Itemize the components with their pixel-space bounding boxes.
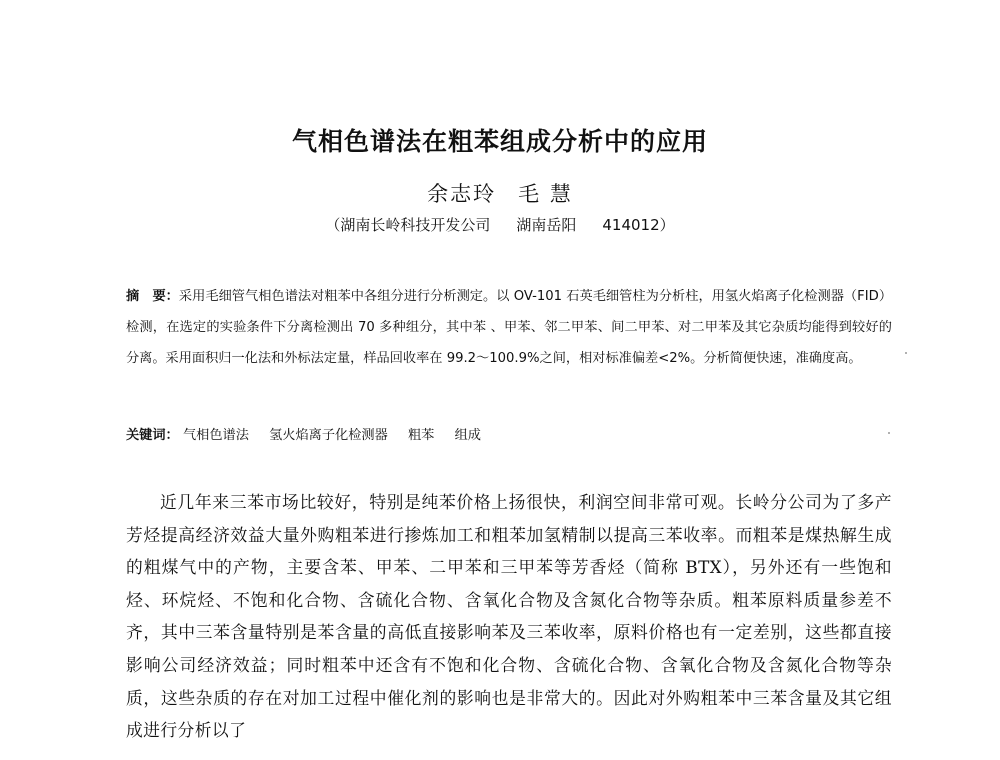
scan-speck [905, 352, 907, 354]
keywords-block [126, 424, 892, 448]
keywords-label: 关键词： [126, 428, 179, 443]
keyword-4: 组成 [454, 428, 481, 443]
keyword-1: 气相色谱法 [182, 428, 249, 443]
keyword-3: 粗苯 [407, 428, 435, 443]
affiliation-postcode: 414012） [602, 216, 675, 234]
scan-speck [888, 432, 890, 434]
affiliation-org: （湖南长岭科技开发公司 [325, 216, 491, 234]
authors-line [0, 178, 1000, 208]
abstract-text: 采用毛细管气相色谱法对粗苯中各组分进行分析测定。以 OV-101 石英毛细管柱为分析柱，用氢火焰离子化检测器（FID）检测，在选定的实验条件下分离检测出 70 多种组分，其中苯 、甲苯、邻二甲苯、间二甲苯、对二甲苯及其它杂质均能得到较好的分离。采用面积归一化法和外标法定量，样品回收率在 99.2～100.9%之间，相对标准偏差<2%。分析简便快速，准确度高。 [126, 289, 893, 366]
author-1: 余志玲 [427, 182, 497, 206]
abstract-block [126, 281, 892, 374]
keyword-2: 氢火焰离子化检测器 [269, 428, 388, 443]
author-2: 毛 慧 [518, 182, 573, 206]
paper-title: 气相色谱法在粗苯组成分析中的应用 [291, 127, 708, 156]
affiliation-line [0, 214, 1000, 235]
body-paragraph: 近几年来三苯市场比较好，特别是纯苯价格上扬很快，利润空间非常可观。长岭分公司为了多产芳烃提高经济效益大量外购粗苯进行掺炼加工和粗苯加氢精制以提高三苯收率。而粗苯是煤热解生成的粗煤气中的产物，主要含苯、甲苯、二甲苯和三甲苯等芳香烃（简称 BTX），另外还有一些饱和烃、环烷烃、不饱和化合物、含硫化合物、含氧化合物及含氮化合物等杂质。粗苯原料质量参差不齐，其中三苯含量特别是苯含量的高低直接影响苯及三苯收率，原料价格也有一定差别，这些都直接影响公司经济效益；同时粗苯中还含有不饱和化合物、含硫化合物、含氧化合物及含氮化合物等杂质，这些杂质的存在对加工过程中催化剂的影响也是非常大的。因此对外购粗苯中三苯含量及其它组成进行分析以了 [126, 492, 892, 741]
affiliation-city: 湖南岳阳 [516, 216, 577, 234]
abstract-label: 摘 要： [126, 289, 179, 304]
